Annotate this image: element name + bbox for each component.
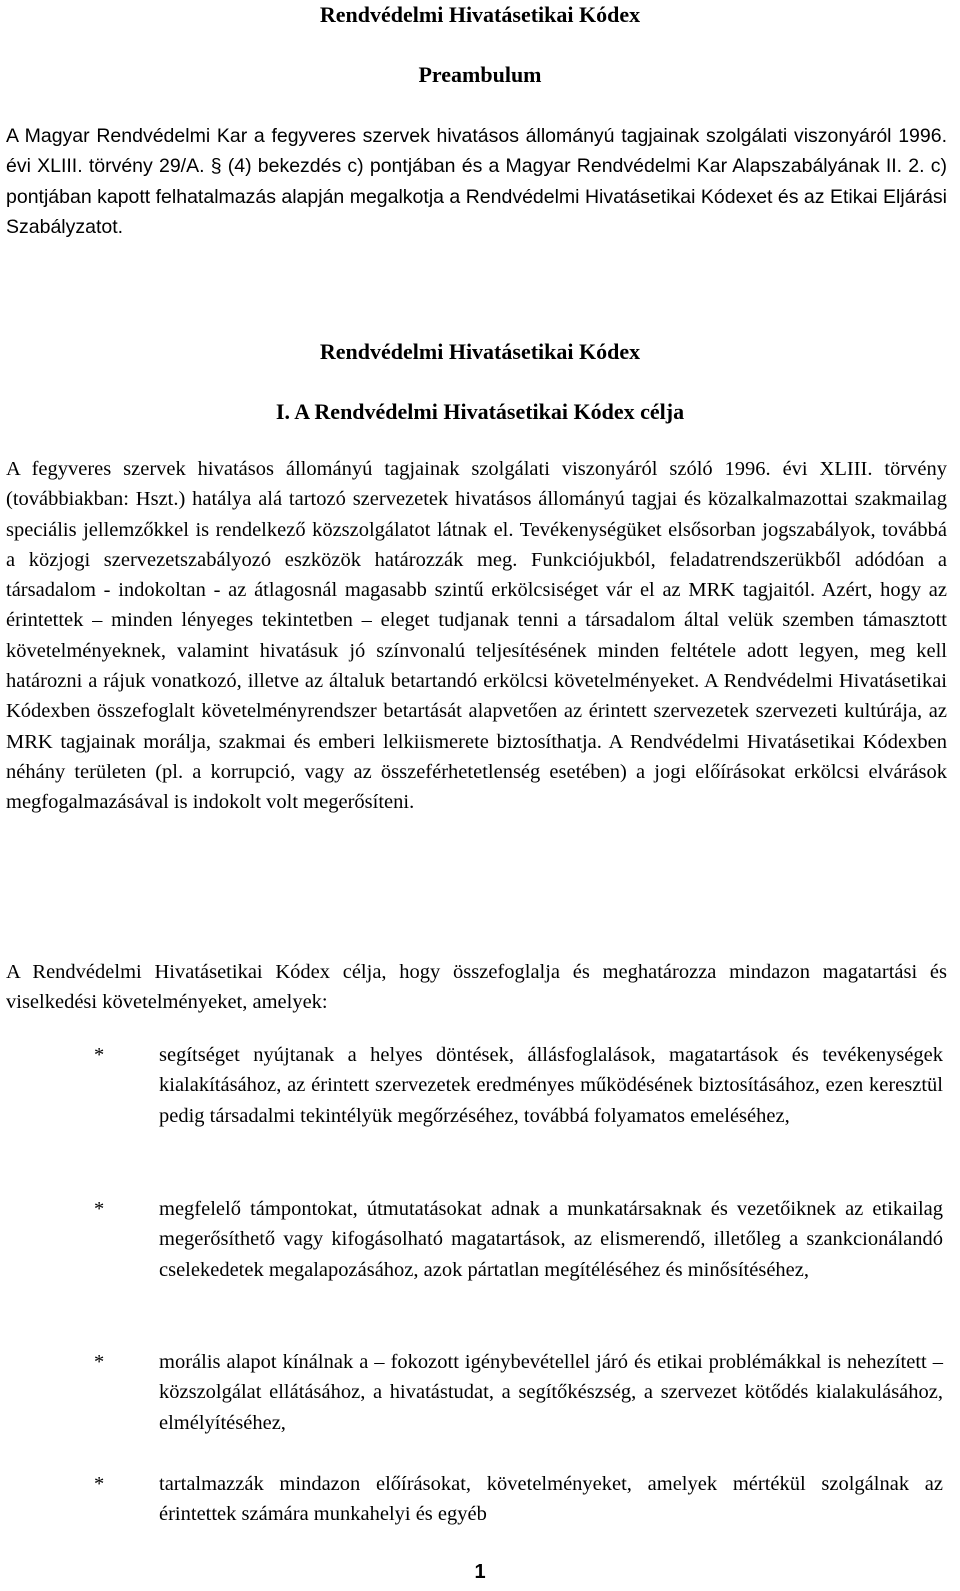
bullet-marker: *	[94, 1351, 105, 1373]
code-title: Rendvédelmi Hivatásetikai Kódex	[319, 339, 641, 364]
main-title: Rendvédelmi Hivatásetikai Kódex	[319, 2, 641, 27]
list-item-text: segítséget nyújtanak a helyes döntések, állásfoglalások, magatartások és tevékenységek kialakításához, az érintett szervezetek eredményes működésének biztosításához, ezen keresztül pedig társadalmi tekintélyük megőrzéséhez, továbbá folyamatos emeléséhez,	[159, 1044, 943, 1127]
list-item-text: tartalmazzák mindazon előírásokat, követelményeket, amelyek mértékül szolgálnak az érintettek számára munkahelyi és egyéb	[159, 1473, 943, 1526]
preamble-paragraph: A Magyar Rendvédelmi Kar a fegyveres szervek hivatásos állományú tagjainak szolgálati viszonyáról 1996. évi XLIII. törvény 29/A. § (4) bekezdés c) pontjában és a Magyar Rendvédelmi Kar Alapszabályának II. 2. c) pontjában kapott felhatalmazás alapján megalkotja a Rendvédelmi Hivatásetikai Kódexet és az Etikai Eljárási Szabályzatot.	[6, 125, 947, 238]
section-heading: I. A Rendvédelmi Hivatásetikai Kódex célja	[275, 399, 685, 424]
list-item-text: morális alapot kínálnak a – fokozott igénybevétellel járó és etikai problémákkal is nehezített – közszolgálat ellátásához, a hivatástudat, a segítőkészség, a szervezet kötődés kialakulásához, elmélyítéséhez,	[159, 1351, 943, 1434]
bullet-marker: *	[94, 1044, 105, 1066]
bullet-marker: *	[94, 1198, 105, 1220]
list-item-text: megfelelő támpontokat, útmutatásokat adnak a munkatársaknak és vezetőiknek az etikailag megerősíthető vagy kifogásolható magatartások, az elismerendő, illetőleg a szankcionálandó cselekedetek megalapozásához, azok pártatlan megítéléséhez és minősítéséhez,	[159, 1198, 943, 1281]
section-paragraph-2: A Rendvédelmi Hivatásetikai Kódex célja, hogy összefoglalja és meghatározza mindazon magatartási és viselkedési követelményeket, amelyek:	[6, 961, 947, 1014]
preamble-heading: Preambulum	[418, 62, 542, 87]
page-number: 1	[474, 1561, 486, 1583]
bullet-marker: *	[94, 1473, 105, 1495]
section-paragraph-1: A fegyveres szervek hivatásos állományú tagjainak szolgálati viszonyáról szóló 1996. évi XLIII. törvény (továbbiakban: Hszt.) hatálya alá tartozó szervezetek hivatásos állományú tagjai és közalkalmazottai szakmailag speciális jellemzőkkel is rendelkező közszolgálatot látnak el. Tevékenységüket elsősorban jogszabályok, továbbá a közjogi szervezetszabályozó eszközök határozzák meg. Funkciójukból, feladatrendszerükből adódóan a társadalom - indokoltan - az átlagosnál magasabb szintű erkölcsiséget vár el az MRK tagjaitól. Azért, hogy az érintettek – minden lényeges tekintetben – eleget tudjanak tenni a társadalom által velük szemben támasztott követelményeknek, valamint hivatásuk jó színvonalú teljesítésének minden feltétele adott legyen, meg kell határozni a rájuk vonatkozó, illetve az általuk betartandó erkölcsi követelményeket. A Rendvédelmi Hivatásetikai Kódexben összefoglalt követelményrendszer betartását alapvetően az érintett szervezetek szervezeti kultúrája, az MRK tagjainak morálja, szakmai és emberi lelkiismerete biztosíthatja. A Rendvédelmi Hivatásetikai Kódexben néhány területen (pl. a korrupció, vagy az összeférhetetlenség esetében) a jogi előírásokat erkölcsi elvárások megfogalmazásával is indokolt volt megerősíteni.	[6, 458, 947, 814]
